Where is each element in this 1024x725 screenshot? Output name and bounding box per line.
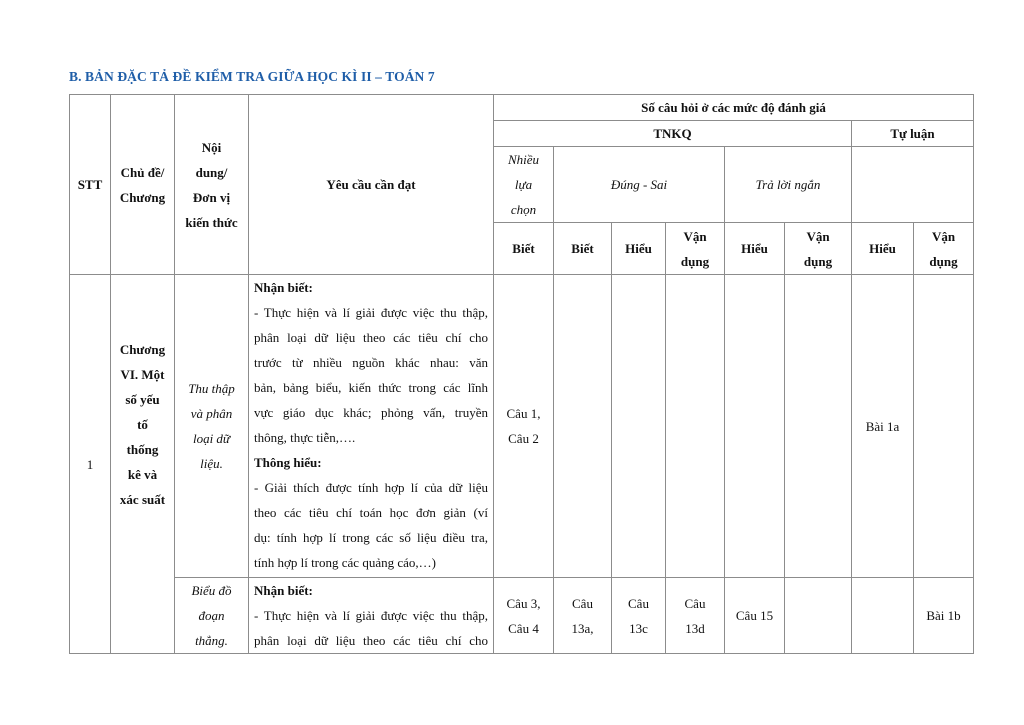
row2-essay-understand [852, 578, 914, 654]
row2-tf-know: Câu 13a, [554, 578, 612, 654]
document-title: B. BẢN ĐẶC TẢ ĐỀ KIỂM TRA GIỮA HỌC KÌ II – TOÁN 7 [69, 69, 435, 84]
header-essay-apply: Vận dụng [914, 223, 974, 275]
row1-sa-apply [785, 275, 852, 578]
row2-mc-know: Câu 3, Câu 4 [494, 578, 554, 654]
header-short-answer: Trả lời ngắn [725, 147, 852, 223]
row2-tf-apply: Câu 13d [666, 578, 725, 654]
row1-essay-understand: Bài 1a [852, 275, 914, 578]
row1-sa-understand [725, 275, 785, 578]
header-essay-understand: Hiểu [852, 223, 914, 275]
row1-essay-apply [914, 275, 974, 578]
row-stt: 1 [70, 275, 111, 654]
row2-tf-understand: Câu 13c [612, 578, 666, 654]
row1-tf-know [554, 275, 612, 578]
row2-sa-understand: Câu 15 [725, 578, 785, 654]
header-stt: STT [70, 95, 111, 275]
header-true-false: Đúng - Sai [554, 147, 725, 223]
header-tnkq: TNKQ [494, 121, 852, 147]
row1-mc-know: Câu 1, Câu 2 [494, 275, 554, 578]
header-essay-blank [852, 147, 974, 223]
header-sa-apply: Vận dụng [785, 223, 852, 275]
row1-tf-understand [612, 275, 666, 578]
row1-requirements: Nhận biết: - Thực hiện và lí giải được việc thu thập, phân loại dữ liệu theo các tiêu chí cho trước từ nhiều nguồn khác nhau: văn bản, bảng biểu, kiến thức trong các lĩnh vực giáo dục khác; phỏng vấn, truyền thông, thực tiễn,…. Thông hiểu: - Giải thích được tính hợp lí của dữ liệu theo các tiêu chí toán học đơn giản (ví dụ: tính hợp lí trong các số liệu điều tra, tính hợp lí trong các quảng cáo,…) [249, 275, 494, 578]
header-tf-know: Biết [554, 223, 612, 275]
row2-requirements: Nhận biết: - Thực hiện và lí giải được việc thu thập, phân loại dữ liệu theo các tiêu chí cho [249, 578, 494, 654]
row2-content: Biểu đồ đoạn thẳng. [175, 578, 249, 654]
header-topic: Chủ đề/ Chương [111, 95, 175, 275]
header-mc-know: Biết [494, 223, 554, 275]
header-tf-understand: Hiểu [612, 223, 666, 275]
header-essay: Tự luận [852, 121, 974, 147]
header-levels: Số câu hỏi ở các mức độ đánh giá [494, 95, 974, 121]
header-content: Nội dung/ Đơn vị kiến thức [175, 95, 249, 275]
row2-essay-apply: Bài 1b [914, 578, 974, 654]
header-sa-understand: Hiểu [725, 223, 785, 275]
specification-table [69, 94, 974, 654]
header-requirement: Yêu cầu cần đạt [249, 95, 494, 275]
row-chapter: Chương VI. Một số yếu tố thống kê và xác suất [111, 275, 175, 654]
row1-content: Thu thập và phân loại dữ liệu. [175, 275, 249, 578]
row2-sa-apply [785, 578, 852, 654]
row1-tf-apply [666, 275, 725, 578]
header-multiple-choice: Nhiều lựa chọn [494, 147, 554, 223]
header-tf-apply: Vận dụng [666, 223, 725, 275]
